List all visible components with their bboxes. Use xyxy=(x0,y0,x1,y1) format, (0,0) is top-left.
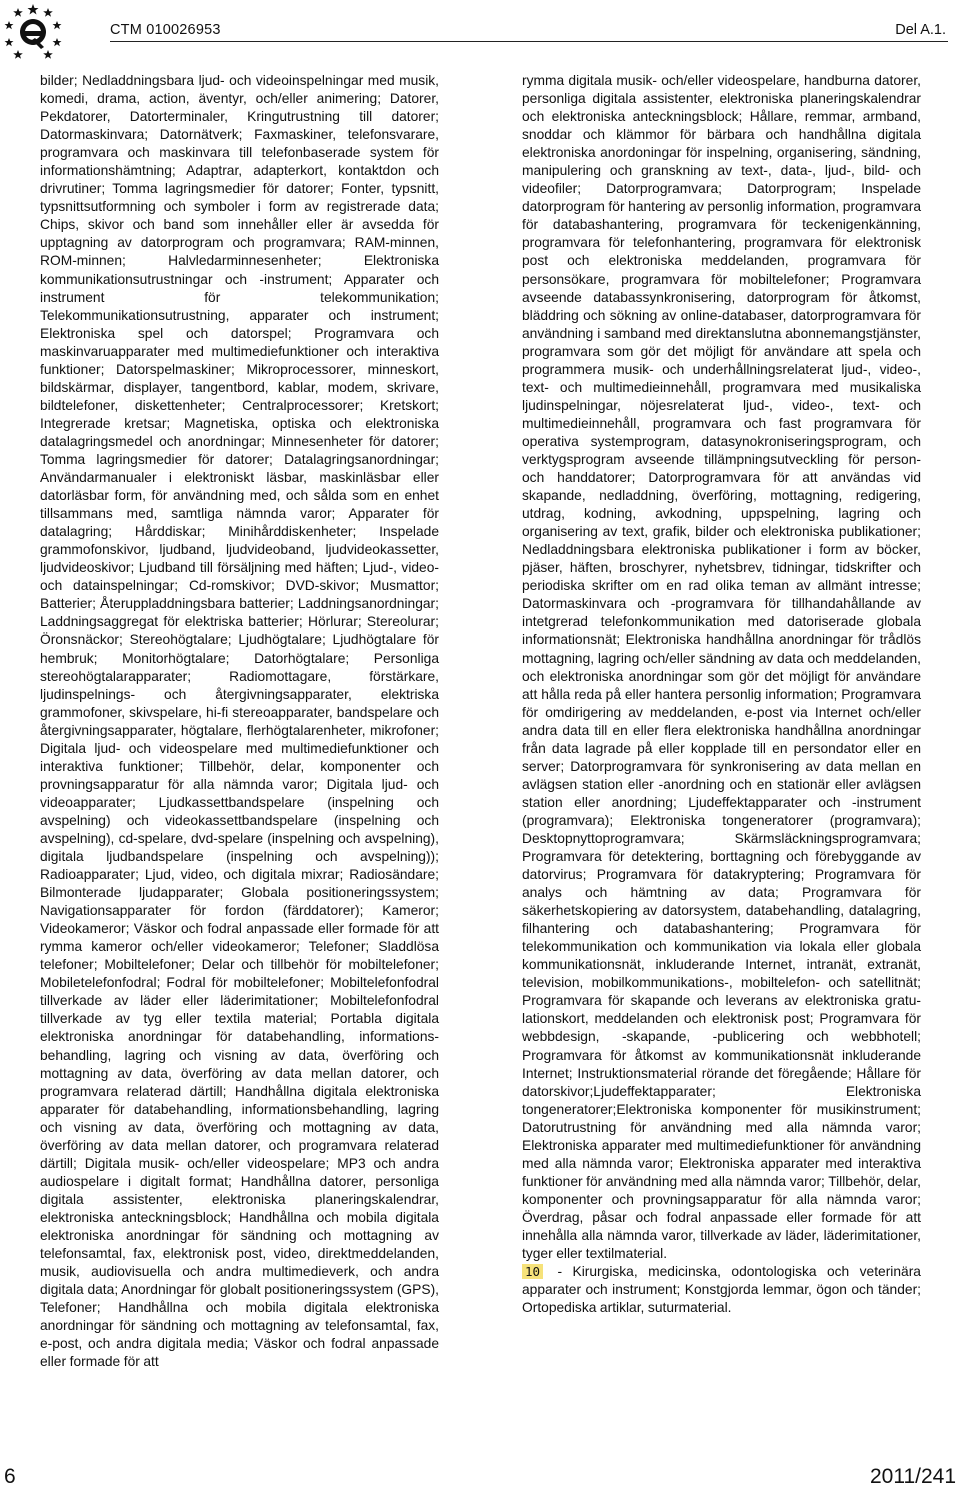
document-code: CTM 010026953 xyxy=(110,22,221,38)
class-description: - Kirurgiska, medicinska, odontologiska och veterinära apparater och instrument; Konstgjorda lemmar, ögon och tänder; Ortopediska artiklar, suturmaterial. xyxy=(522,1264,921,1316)
right-text-column xyxy=(522,72,921,1317)
class-entry xyxy=(522,1263,921,1317)
goods-list-paragraph: bilder; Nedladdningsbara ljud- och videoinspelningar med musik, komedi, drama, action, äventyr, och/eller animering; Datorer, Pekdatorer, Datorterminaler, Kringutrustning till datorer; Datormaskinvara; Datornätverk; Faxmaskiner, telefonsvarare, programvara och maskinvara till telefonbaserade system för informationshämtning; Adaptrar, adapterkort, kontaktdon och drivrutiner; Tomma lagringsmedier för datorer; Fonter, typsnitt, typsnittsutformning och symboler i form av registrerade data; Chips, skivor och band som innehåller eller är avsedda för upptagning av datorprogram och programvara; RAM-minnen, ROM-minnen; Halvledarminnesenheter; Elektroniska kommunikationsutrustningar och -instrument; Apparater och instrument för telekommunikation; Telekommunikationsutrustning, apparater och instrument; Elektroniska spel och datorspel; Programvara och maskinvaruapparater med multimediefunktioner och interaktiva funktioner; Datorspelmaskiner; Mikroprocessorer, minneskort, bildskärmar, displayer, tangentbord, kablar, modem, skrivare, bildtelefoner, diskettenheter; Centralprocessorer; Kretskort; Integrerade kretsar; Magnetiska, optiska och elektroniska datalagringsmedel och anordningar; Minnesenheter för datorer; Tomma lagringsmedier för datorer; Datalagringsanordningar; Användarmanualer i elektroniskt läsbar, maskinläsbar eller datorläsbar form, för användning med, och sålda som en enhet tillsammans med, samtliga nämnda varor; Apparater för datalagring; Hårddiskar; Minihårddiskenheter; Inspelade grammofonskivor, ljudband, ljudvideoband, ljudvideokassetter, ljudvideoskivor; Ljudband till försäljning med häften; Ljud-, video- och datainspelningar; Cd-romskivor; DVD-skivor; Musmattor; Batterier; Återuppladdningsbara batterier; Laddningsanordningar; Laddningsaggregat för elektriska batterier; Hörlurar; Stereolurar; Öronsnäckor; Stereohögtalare; Ljudhögtalare; Ljudhögtalare för hembruk; Monitorhögtalare; Datorhögtalare; Personliga stereohögtalarapparater; Radiomottagare, förstärkare, ljudinspelnings- och återgivningsapparater, elektriska grammofoner, skivspelare, hi-fi stereoapparater, bandspelare och återgivningsapparater, högtalare, flerhögtalarenheter, mikrofoner; Digitala ljud- och videospelare med multimediefunktioner och interaktiva funktioner; Tillbehör, delar, komponenter och provningsapparatur för alla nämnda varor; Digitala ljud- och videoapparater; Ljudkassettbandspelare (inspelning och avspelning) och videokassettbandspelare (inspelning och avspelning), cd-spelare, dvd-spelare (inspelning och avspelning), digitala ljudbandspelare (inspelning och avspelning)); Radioapparater; Ljud, video, och digitala mixrar; Radiosändare; Bilmonterade ljudapparater; Globala positioneringssystem; Navigationsapparater för fordon (färddatorer); Kameror; Videokameror; Väskor och fodral anpassade eller formade för att rymma kameror och/eller videokameror; Telefoner; Sladdlösa telefoner; Mobiltelefoner; Delar och tillbehör för mobiltelefoner; Mobiletelefonfodral; Fodral för mobiltelefoner; Mobiltelefonfodral tillverkade av läder eller läderimitationer; Mobiltelefonfodral tillverkade av tyg eller textila material; Portabla digitala elektroniska anordningar för databehandling, informationsbehandling, lagring och visning av data, överföring och mottagning av data, överföring av data mellan datorer, och programvara relaterad därtill; Handhållna digitala elektroniska apparater för databehandling, informationsbehandling, lagring och visning av data, överföring och mottagning av data, överföring av data mellan datorer, och programvara relaterad därtill; Digitala musik- och/eller videospelare; MP3 och andra audiospelare i digitalt format; Handhållna datorer, personliga digitala assistenter, elektroniska planeringskalendrar, elektroniska anteckningsblock; Handhållna och mobila digitala elektroniska anordningar för sändning och mottagning av telefonsamtal, fax, elektronisk post, video, direktmeddelanden, musik, audiovisuella och andra multimedieverk, och andra digitala data; Anordningar för globalt positioneringssystem (GPS), Telefoner; Handhållna och mobila digitala elektroniska anordningar för sändning och mottagning av telefonsamtal, fax, e-post, och andra digitala media; Väskor och fodral anpassade eller formade för att xyxy=(40,73,439,1370)
header-divider xyxy=(110,41,948,42)
page-number: 6 xyxy=(4,1465,16,1488)
bulletin-issue: 2011/241 xyxy=(869,1465,956,1488)
left-text-column xyxy=(40,72,439,1371)
ohim-logo-icon xyxy=(4,2,62,62)
goods-list-paragraph: rymma digitala musik- och/eller videospelare, handburna datorer, personliga digitala assistenter, elektroniska planeringskalendrar och elektroniska anteckningsblock; Hållare, remmar, armband, snoddar och klämmor för bärbara och handhållna digitala elektroniska anordoningar för inspelning, organisering, sändning, manipulering och granskning av text-, data-, ljud-, bild- och videofiler; Datorprogramvara; Datorprogram; Inspelade datorprogram för hantering av personlig information, programvara för databashantering, programvara för teckenigenkänning, programvara för telefonhantering, programvara för elektronisk post och elektroniska meddelanden, programvara för personsökare, programvara för mobiltelefoner; Programvara avseende databassynkronisering, datorprogram för åtkomst, bläddring och sökning av online-databaser, datorprogramvara för användning i samband med direktanslutna abonnemangstjänster, programvara som gör det möjligt för användare att spela och programmera musik- och underhållningsrelaterat ljud-, video-, text- och multimedieinnehåll, programvara med musikaliska ljudinspelningar, nöjesrelaterat ljud-, video-, text- och multimedieinnehåll, programvara och fast programvara för operativa systemprogram, datasynokroniseringsprogram, och verktygsprogram avseende tillämpningsutveckling för person- och handdatorer; Datorprogramvara för att användas vid skapande, nedladdning, överföring, mottagning, redigering, utdrag, kodning, avkodning, uppspelning, lagring och organisering av text, grafik, bilder och elektroniska publikationer; Nedladdningsbara elektroniska publikationer i form av böcker, pjäser, häften, broschyrer, nyhetsbrev, tidningar, tidskrifter och periodiska skrifter om en rad olika teman av allmänt intresse; Datormaskinvara och -programvara för tillhandahållande av intetgrerad telefonkommunikation med datoriserade globala informationsnät; Elektroniska handhållna anordningar för trådlös mottagning, lagring och/eller sändning av data och meddelanden, och elektroniska anordningar som gör det möjligt för användare att hålla reda på eller hantera personlig information; Programvara för omdirigering av meddelanden, e-post via Internet och/eller andra data till en eller flera elektroniska handhållna anordningar från data lagrade på eller kopplade till en persondator eller en server; Datorprogramvara för synkronisering av data mellan en avlägsen station eller -anordning och en stationär eller avlägsen station eller anordning; Ljudeffektapparater och -instrument (programvara); Elektroniska tongeneratorer (programvara); Desktopnyttoprogramvara; Skärmsläckningsprogramvara; Programvara för detektering, borttagning och förebyggande av datorvirus; Programvara för datakryptering; Programvara för analys och hämtning av data; Programvara för säkerhetskopiering av datorsystem, databehandling, datalagring, filhantering och databashantering; Programvara för telekommunikation och kommunikation via lokala eller globala kommunikationsnät, inkluderande Internet, intranät, extranät, television, mobilkommunikations-, mobiltelefon- och satellitnät; Programvara för skapande och leverans av elektroniska gratulationskort, meddelanden och elektronisk post; Programvara för webbdesign, -skapande, -publicering och webbhotell; Programvara för åtkomst av kommunikationsnät inkluderande Internet; Instruktionsmaterial rörande det föregående; Hållare för datorskivor;Ljudeffektapparater; Elektroniska tongeneratorer;Elektroniska komponenter för musikinstrument; Datorutrustning för användning med alla nämnda varor; Elektroniska apparater med multimediefunktioner för användning med alla nämnda varor; Elektroniska apparater med interaktiva funktioner för användning med alla nämnda varor; Tillbehör, delar, komponenter och provningsapparatur för alla nämnda varor; Överdrag, påsar och fodral anpassade eller formade för att innehålla alla nämnda varor, tillverkade av läder, läderimitationer, tyger eller textilmaterial. xyxy=(522,73,921,1262)
class-number-badge: 10 xyxy=(522,1264,543,1279)
section-label: Del A.1. xyxy=(895,22,946,38)
